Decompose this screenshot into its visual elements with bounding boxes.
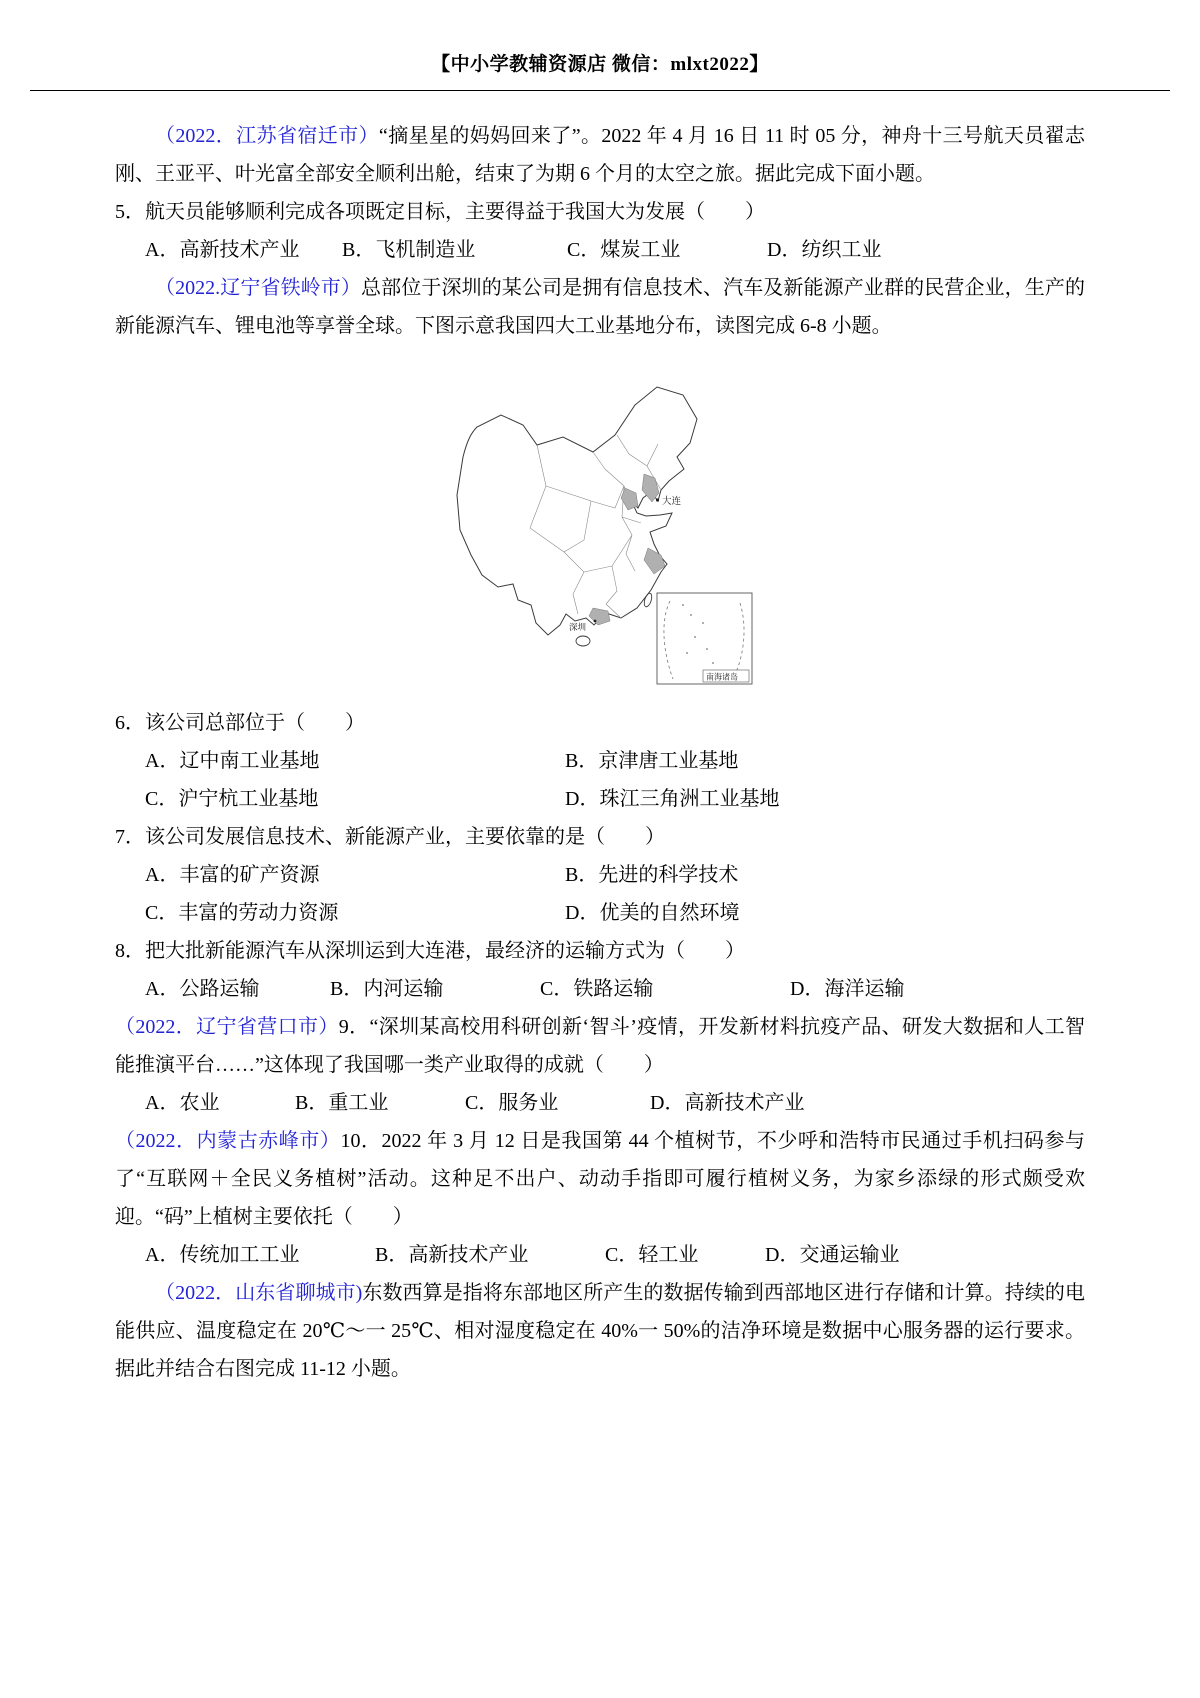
shenzhen-dot bbox=[594, 620, 597, 623]
passage-5-text: 东数西算是指将东部地区所产生的数据传输到西部地区进行存储和计算。持续的电能供应、温度稳定在 20℃～一 25℃、相对湿度稳定在 40%一 50%的洁净环境是数据中心服务器的运行要求。据此并结合右图完成 11-12 小题。 bbox=[115, 1282, 1085, 1380]
question-10-stem bbox=[115, 1122, 1085, 1236]
passage-2-source: （2022.辽宁省铁岭市） bbox=[155, 277, 362, 299]
question-8-options bbox=[115, 970, 1085, 1008]
q5-option-d: D．纺织工业 bbox=[767, 239, 882, 261]
hainan-island bbox=[576, 636, 590, 646]
q8-option-a: A．公路运输 bbox=[145, 978, 260, 1000]
question-10-source: （2022．内蒙古赤峰市） bbox=[115, 1130, 341, 1152]
question-9-stem bbox=[115, 1008, 1085, 1084]
passage-1 bbox=[115, 117, 1085, 193]
q9-option-d: D．高新技术产业 bbox=[650, 1092, 805, 1114]
question-5-options bbox=[115, 231, 1085, 269]
passage-5 bbox=[115, 1274, 1085, 1388]
passage-1-source: （2022．江苏省宿迁市） bbox=[155, 125, 379, 147]
q10-option-c: C．轻工业 bbox=[605, 1244, 699, 1266]
q6-option-a: A．辽中南工业基地 bbox=[145, 750, 320, 772]
passage-2-text: 总部位于深圳的某公司是拥有信息技术、汽车及新能源产业群的民营企业，生产的新能源汽车、锂电池等享誉全球。下图示意我国四大工业基地分布，读图完成 6-8 小题。 bbox=[115, 277, 1086, 337]
q8-option-b: B．内河运输 bbox=[330, 978, 444, 1000]
dalian-dot bbox=[656, 498, 659, 501]
q6-option-c: C．沪宁杭工业基地 bbox=[145, 788, 319, 810]
question-10-text: 10．2022 年 3 月 12 日是我国第 44 个植树节，不少呼和浩特市民通过手机扫码参与了“互联网＋全民义务植树”活动。这种足不出户、动动手指即可履行植树义务，为家乡添绿的形式颇受欢迎。“码”上植树主要依托（ ） bbox=[115, 1130, 1086, 1228]
question-6-stem: 6．该公司总部位于（ ） bbox=[115, 712, 365, 734]
q5-option-b: B．飞机制造业 bbox=[342, 239, 476, 261]
header-divider bbox=[30, 90, 1170, 91]
china-industrial-bases-map bbox=[445, 357, 755, 687]
q7-option-d: D．优美的自然环境 bbox=[565, 902, 740, 924]
q7-option-a: A．丰富的矿产资源 bbox=[145, 864, 320, 886]
province-borders bbox=[530, 435, 661, 618]
exam-content bbox=[115, 117, 1085, 1388]
base-zhujiang-delta bbox=[589, 608, 610, 625]
page-header-banner: 【中小学教辅资源店 微信：mlxt2022】 bbox=[431, 54, 769, 75]
question-8-stem: 8．把大批新能源汽车从深圳运到大连港，最经济的运输方式为（ ） bbox=[115, 940, 745, 962]
dalian-label: 大连 bbox=[662, 497, 682, 507]
q9-option-c: C．服务业 bbox=[465, 1092, 559, 1114]
q9-option-b: B．重工业 bbox=[295, 1092, 389, 1114]
shenzhen-label: 深圳 bbox=[569, 622, 587, 632]
nanhai-label: 南海诸岛 bbox=[706, 672, 738, 682]
question-5-stem: 5．航天员能够顺利完成各项既定目标，主要得益于我国大为发展（ ） bbox=[115, 201, 765, 223]
question-9-source: （2022．辽宁省营口市） bbox=[115, 1016, 339, 1038]
q7-option-c: C．丰富的劳动力资源 bbox=[145, 902, 339, 924]
passage-1-text: “摘星星的妈妈回来了”。2022 年 4 月 16 日 11 时 05 分，神舟十三号航天员翟志刚、王亚平、叶光富全部安全顺利出舱，结束了为期 6 个月的太空之旅。据此完成下面小题。 bbox=[115, 125, 1086, 185]
question-9-options bbox=[115, 1084, 1085, 1122]
passage-5-source: （2022．山东省聊城市) bbox=[155, 1282, 363, 1304]
question-7-stem: 7．该公司发展信息技术、新能源产业，主要依靠的是（ ） bbox=[115, 826, 665, 848]
question-10-options bbox=[115, 1236, 1085, 1274]
base-jingjintang bbox=[621, 488, 638, 510]
q6-option-b: B．京津唐工业基地 bbox=[565, 750, 739, 772]
question-9-text: 9．“深圳某高校用科研创新‘智斗’疫情，开发新材料抗疫产品、研发大数据和人工智能推演平台……”这体现了我国哪一类产业取得的成就（ ） bbox=[115, 1016, 1086, 1076]
question-6-options bbox=[115, 742, 1085, 818]
q10-option-d: D．交通运输业 bbox=[765, 1244, 900, 1266]
q7-option-b: B．先进的科学技术 bbox=[565, 864, 739, 886]
q8-option-c: C．铁路运输 bbox=[540, 978, 654, 1000]
q10-option-b: B．高新技术产业 bbox=[375, 1244, 529, 1266]
passage-2 bbox=[115, 269, 1085, 345]
q8-option-d: D．海洋运输 bbox=[790, 978, 905, 1000]
q9-option-a: A．农业 bbox=[145, 1092, 220, 1114]
q6-option-d: D．珠江三角洲工业基地 bbox=[565, 788, 780, 810]
q5-option-a: A．高新技术产业 bbox=[145, 239, 300, 261]
question-7-options bbox=[115, 856, 1085, 932]
q5-option-c: C．煤炭工业 bbox=[567, 239, 681, 261]
base-liaozhongnan bbox=[642, 474, 659, 502]
q10-option-a: A．传统加工工业 bbox=[145, 1244, 300, 1266]
industrial-bases-map-figure bbox=[115, 357, 1085, 692]
